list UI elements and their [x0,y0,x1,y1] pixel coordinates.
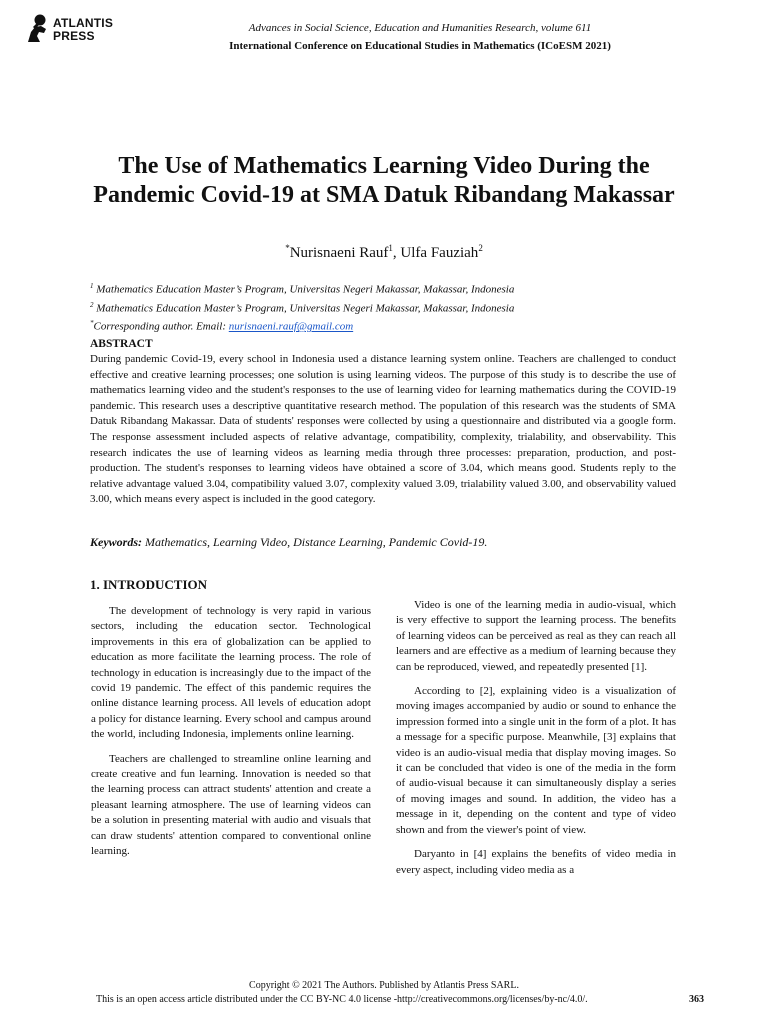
paper-title: The Use of Mathematics Learning Video During the Pandemic Covid-19 at SMA Datuk Ribandang Makassar [93,153,675,208]
journal-name: Advances in Social Science, Education and Humanities Research, volume 611 [248,22,592,34]
copyright-notice: Copyright © 2021 The Authors. Published by Atlantis Press SARL. [249,980,519,991]
paragraph: According to [2], explaining video is a visualization of moving images accompanied by audio or sound to enhance the impression formed into a single unit in the form of a plot. It has a message for a specific purpose. Meanwhile, [3] explains that video is an audio-visual media that display moving images. So it can be concluded that video is one of the media in the form of audio-visual because it can simultaneously display a series of moving images and sound. In addition, the video has a message in it, depending on the content and type of video shown and from the viewer's point of view. [396,685,676,836]
keywords [90,535,676,550]
corresponding-line [90,316,514,335]
author-name: Ulfa Fauziah [400,245,479,261]
conference-name: International Conference on Educational Studies in Mathematics (ICoESM 2021) [229,40,611,52]
atlas-figure-icon [24,14,52,44]
affiliation-mark: 1 [90,282,94,290]
keywords-text: Mathematics, Learning Video, Distance Learning, Pandemic Covid-19. [142,535,488,549]
corresponding-mark: * [285,243,290,253]
abstract-heading: ABSTRACT [90,338,153,350]
affiliation-mark: 2 [90,300,94,309]
author-name: Nurisnaeni Rauf [289,245,389,261]
logo-wordmark [53,17,113,43]
keywords-label: Keywords: [90,535,142,549]
affiliation-text: Mathematics Education Master’s Program, Universitas Negeri Makassar, Makassar, Indonesia [93,283,515,296]
license-notice: This is an open access article distributed under the CC BY-NC 4.0 license -http://creativecommons.org/licenses/by-nc/4.0/. [96,994,588,1005]
affiliation-line [90,279,514,298]
logo-line-1: ATLANTIS [53,16,114,30]
paragraph: Video is one of the learning media in audio-visual, which is very effective to support the learning process. The benefits of learning videos can be perceived as real as they can reach all learners and are effective as a medium of learning because they can be reproduced, viewed, and repeatedly presented [1]. [396,599,676,673]
author-affil-mark: 1 [388,243,393,253]
atlantis-press-logo [24,14,124,48]
email-link[interactable]: nurisnaeni.rauf@gmail.com [228,320,354,333]
right-column [396,598,676,887]
logo-line-2: PRESS [53,29,95,43]
affiliation-text: Mathematics Education Master’s Program, Universitas Negeri Makassar, Makassar, Indonesia [93,302,515,315]
corresponding-text: Corresponding author. Email: [93,320,229,333]
left-column [91,604,371,869]
page-number: 363 [689,994,704,1005]
author-affil-mark: 2 [478,243,483,253]
author-list [70,243,698,262]
abstract-text: During pandemic Covid-19, every school in Indonesia used a distance learning system online. Teachers are challenged to conduct effective and creative learning processes; one solution is using learning videos. The purpose of this study is to describe the use of mathematics learning video and the student's responses to the use of learning video for learning mathematics during the COVID-19 pandemic. This research uses a descriptive quantitative research method. The population of this research was the students of SMA Datuk Ribandang Makassar. Data of students' responses were collected by using a questionnaire and distributed via a google form. The response assessment included aspects of relative advantage, compatibility, complexity, trialability, and observability. This research indicates the use of learning videos as learning media through three processes: preparation, production, and post-production. The student's responses to learning videos have obtained a score of 3.04, which means good. Students reply to the relative advantage valued 3.04, compatibility valued 3.07, complexity valued 3.09, trialability valued 3.00, and observability valued 3.00, which means every aspect is included in the good category. [90,353,676,506]
paragraph: The development of technology is very rapid in various sectors, including the education sector. Technological improvements in this era of globalization can be applied to education as more facilitate the learning process. The role of technology in education is increasingly due to the impact of the covid 19 pandemic. The effect of this pandemic requires the online distance learning process. All levels of education adopt a policy for distance learning. Every school and campus around the world, including Indonesia, implements online learning. [91,605,371,741]
paragraph: Teachers are challenged to streamline online learning and create creative and fun learning. Innovation is needed so that the learning process can attract students' attention and create a pleasant learning atmosphere. The use of learning videos can be a solution in presenting material with audio and visuals that can draw students' attention compared to conventional online learning. [91,752,371,858]
corresponding-mark: * [90,319,94,328]
affiliations [90,279,514,335]
paragraph: Daryanto in [4] explains the benefits of video media in every aspect, including video media as a [396,848,676,876]
affiliation-line [90,298,514,317]
author-separator: , [392,245,401,261]
section-heading: 1. INTRODUCTION [90,577,208,592]
